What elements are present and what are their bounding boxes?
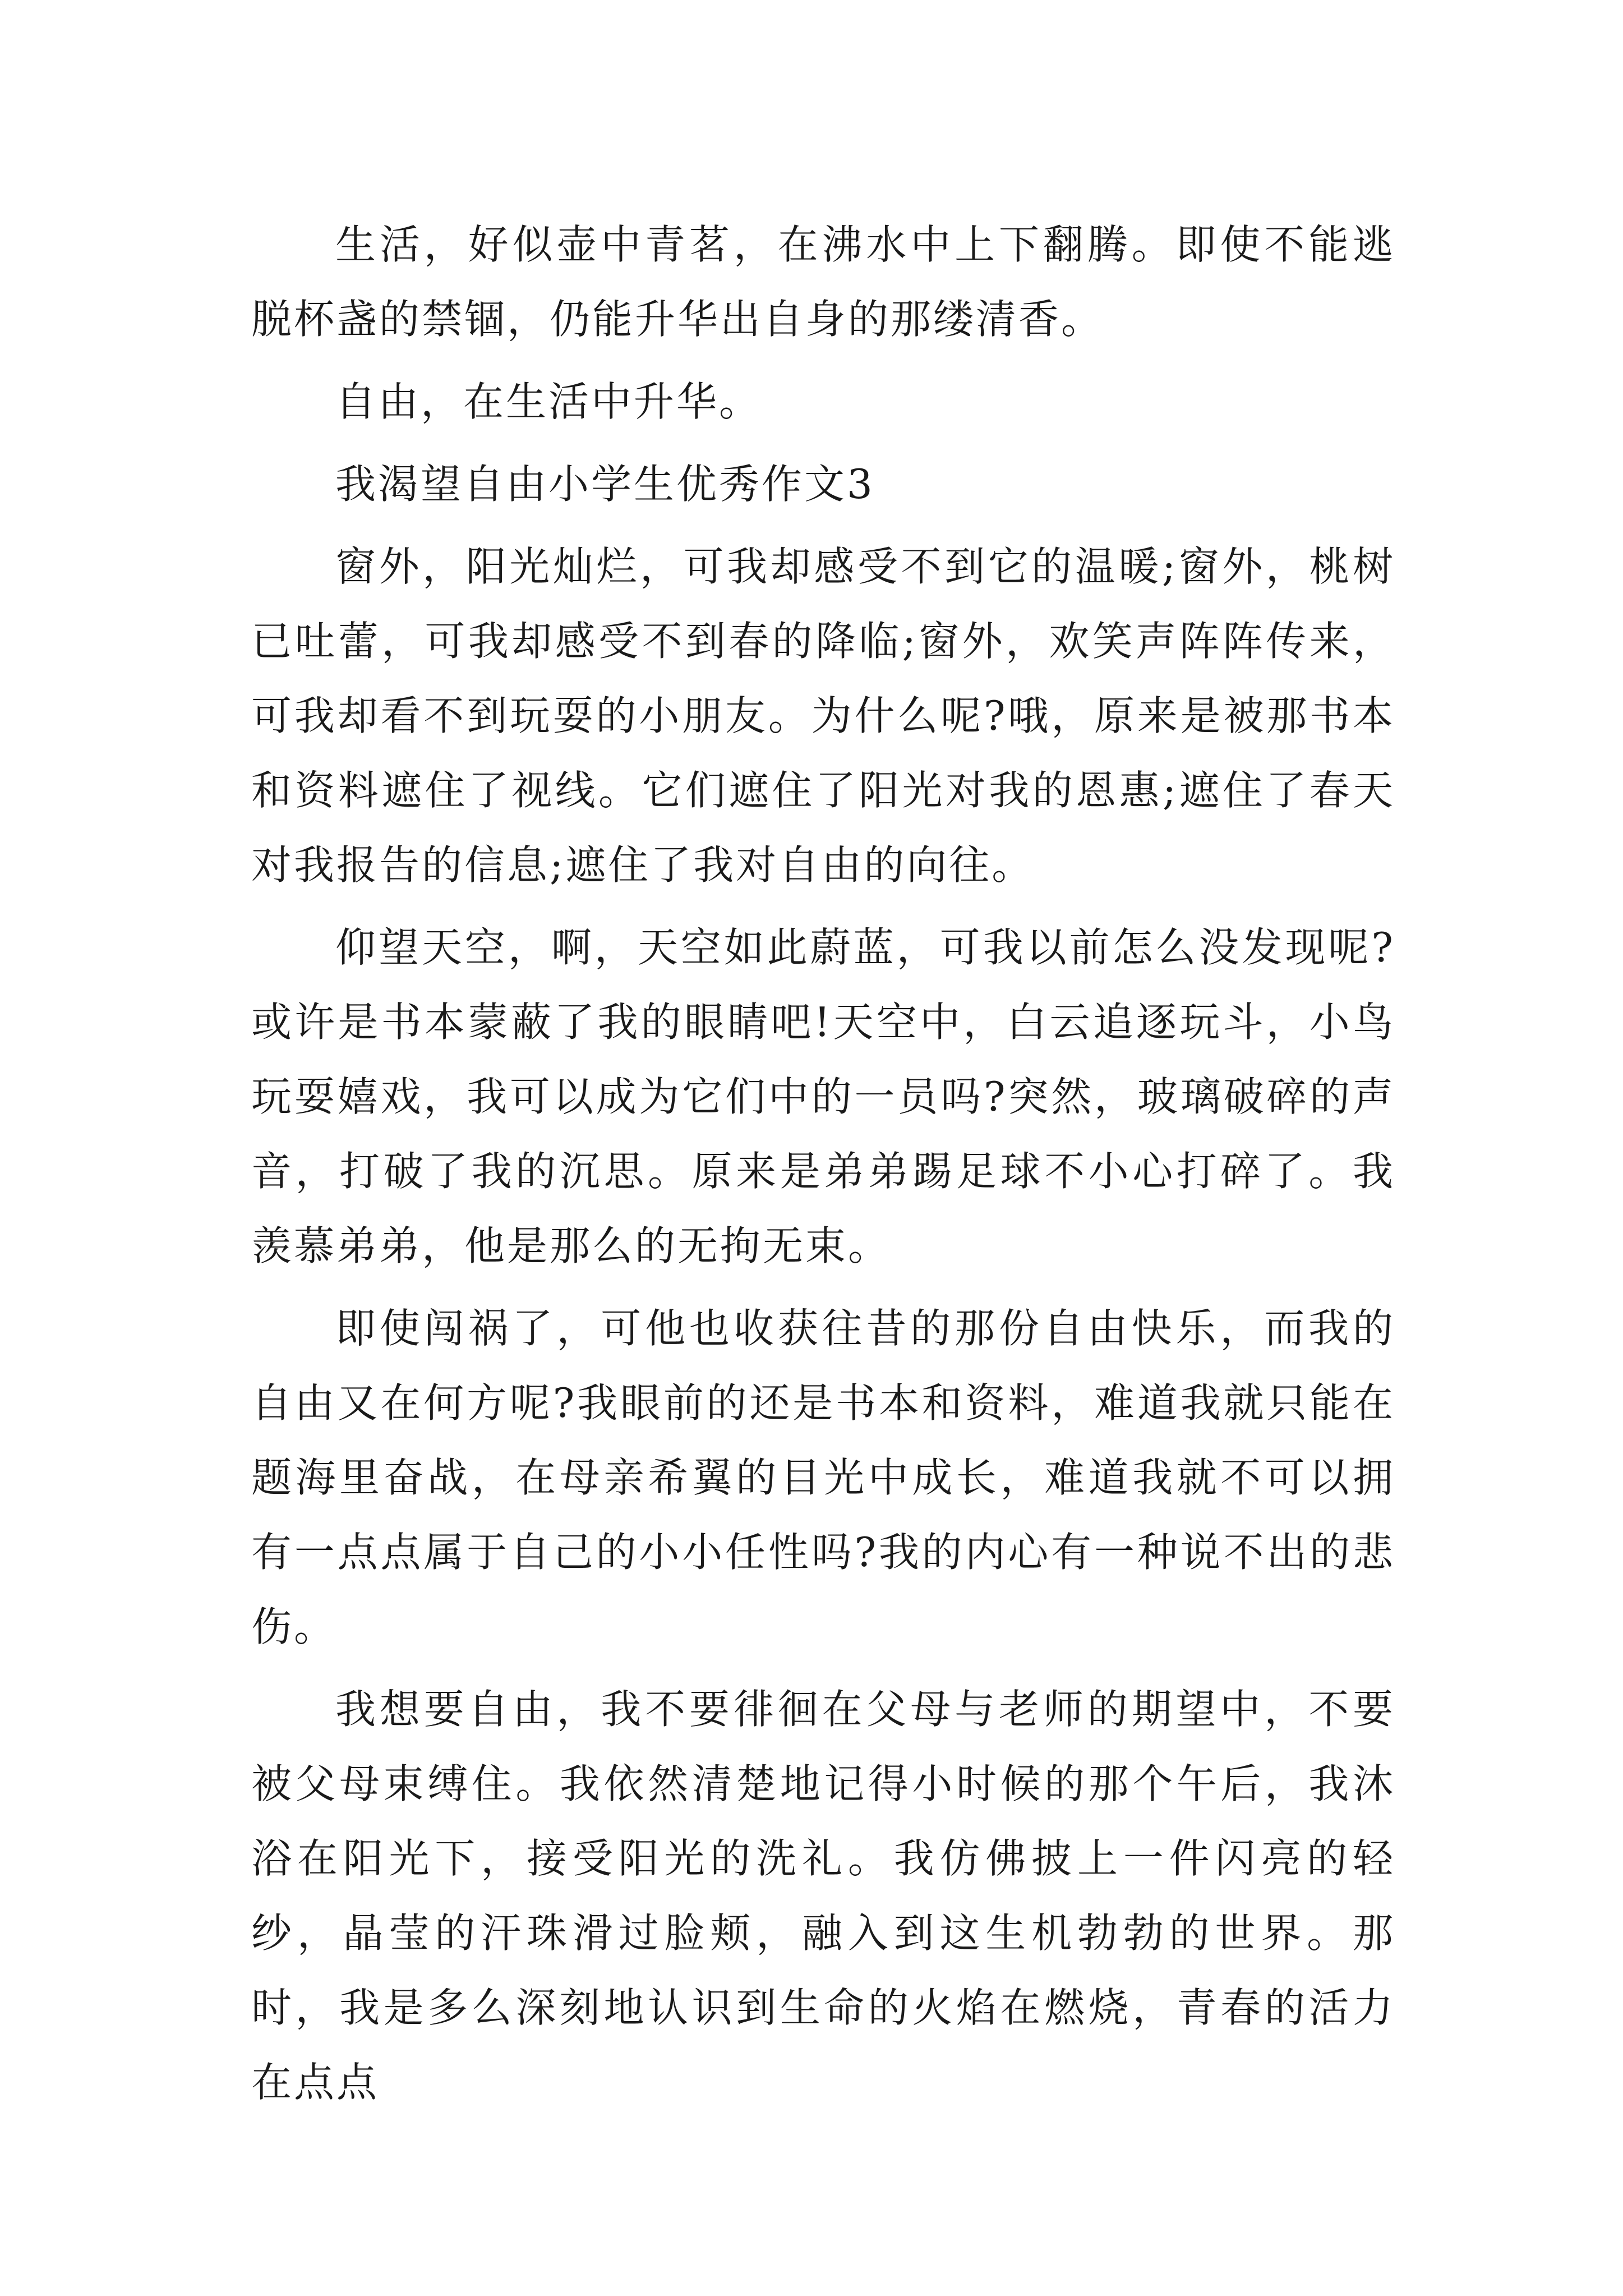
paragraph-1: 生活，好似壶中青茗，在沸水中上下翻腾。即使不能逃脱杯盏的禁锢，仍能升华出自身的那缕清香。 xyxy=(251,221,1395,343)
paragraph-6: 我想要自由，我不要徘徊在父母与老师的期望中，不要被父母束缚住。我依然清楚地记得小时候的那个午后，我沐浴在阳光下，接受阳光的洗礼。我仿佛披上一件闪亮的轻纱，晶莹的汗珠滑过脸颊，融入到这生机勃勃的世界。那时，我是多么深刻地认识到生命的火焰在燃烧，青春的活力在点点 xyxy=(251,1686,1395,2106)
paragraph-3: 窗外，阳光灿烂，可我却感受不到它的温暖;窗外，桃树已吐蕾，可我却感受不到春的降临;窗外，欢笑声阵阵传来，可我却看不到玩耍的小朋友。为什么呢?哦，原来是被那书本和资料遮住了视线。它们遮住了阳光对我的恩惠;遮住了春天对我报告的信息;遮住了我对自由的向往。 xyxy=(251,543,1395,889)
paragraph-4: 仰望天空，啊，天空如此蔚蓝，可我以前怎么没发现呢?或许是书本蒙蔽了我的眼睛吧!天空中，白云追逐玩斗，小鸟玩耍嬉戏，我可以成为它们中的一员吗?突然，玻璃破碎的声音，打破了我的沉思。原来是弟弟踢足球不小心打碎了。我羡慕弟弟，他是那么的无拘无束。 xyxy=(251,924,1395,1269)
document-page xyxy=(251,208,1395,2128)
paragraph-5: 即使闯祸了，可他也收获往昔的那份自由快乐，而我的自由又在何方呢?我眼前的还是书本和资料，难道我就只能在题海里奋战，在母亲希翼的目光中成长，难道我就不可以拥有一点点属于自己的小小任性吗?我的内心有一种说不出的悲伤。 xyxy=(251,1305,1395,1650)
paragraph-2: 自由，在生活中升华。 xyxy=(335,378,762,425)
section-heading: 我渴望自由小学生优秀作文3 xyxy=(335,461,875,508)
